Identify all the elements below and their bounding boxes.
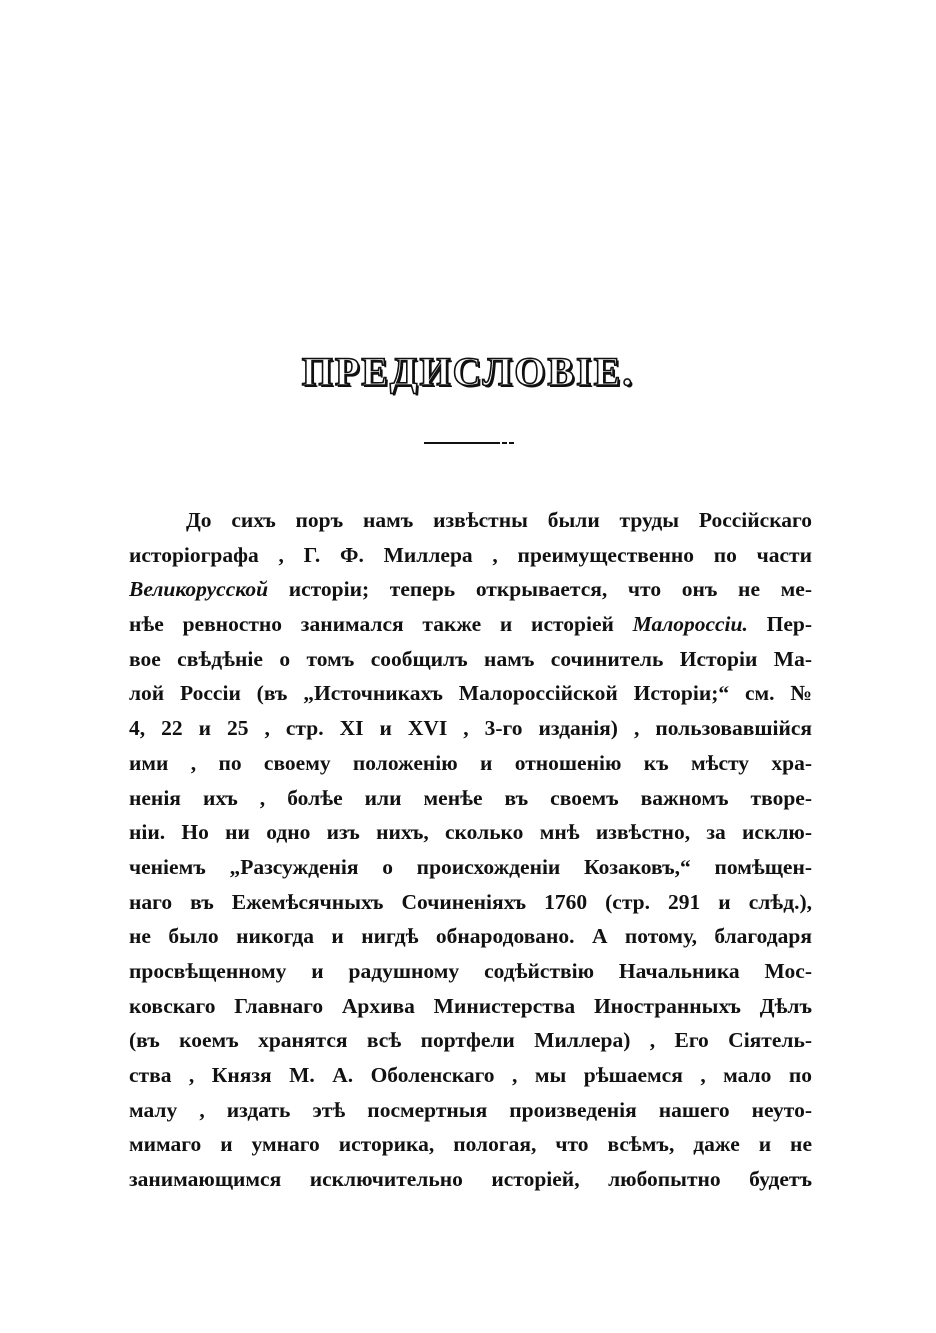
text-segment: 4, 22 и 25 , стр. XI и XVI , 3-го изданія) , пользовавшійся bbox=[129, 716, 812, 741]
text-segment: ніи. Но ни одно изъ нихъ, сколько мнѣ извѣстно, за исклю- bbox=[129, 820, 812, 845]
text-segment: наго въ Ежемѣсячныхъ Сочиненіяхъ 1760 (стр. 291 и слѣд.), bbox=[129, 889, 812, 914]
text-line bbox=[129, 711, 812, 746]
italic-text: Великорусской bbox=[129, 577, 269, 602]
title-divider bbox=[424, 442, 500, 444]
text-segment: занимающимся исключительно исторіей, любопытно будетъ bbox=[129, 1167, 812, 1192]
text-line bbox=[129, 503, 812, 538]
text-line bbox=[129, 989, 812, 1024]
text-line bbox=[129, 642, 812, 677]
text-segment: ненія ихъ , болѣе или менѣе въ своемъ важномъ творе- bbox=[129, 785, 812, 810]
text-segment: не было никогда и нигдѣ обнародовано. А потому, благодаря bbox=[129, 924, 812, 949]
text-segment: ими , по своему положенію и отношенію къ мѣсту хра- bbox=[129, 750, 812, 775]
italic-text: Малороссіи. bbox=[632, 612, 748, 637]
text-line bbox=[129, 1127, 812, 1162]
text-line bbox=[129, 746, 812, 781]
title-divider-tail bbox=[502, 442, 516, 444]
text-line bbox=[129, 1162, 812, 1197]
body-paragraph bbox=[129, 503, 812, 1197]
text-segment: мимаго и умнаго историка, пологая, что всѣмъ, даже и не bbox=[129, 1132, 812, 1157]
text-line bbox=[129, 1058, 812, 1093]
text-line bbox=[129, 538, 812, 573]
page-title: ПРЕДИСЛОВІЕ. bbox=[301, 349, 635, 394]
text-line bbox=[129, 815, 812, 850]
text-line bbox=[129, 572, 812, 607]
text-segment: нѣе ревностно занимался также и исторіей bbox=[129, 612, 633, 637]
text-segment: Пер- bbox=[747, 612, 812, 637]
text-line bbox=[129, 1023, 812, 1058]
text-segment: просвѣщенному и радушному содѣйствію Начальника Мос- bbox=[129, 958, 812, 983]
text-line bbox=[129, 676, 812, 711]
text-segment: исторіографа , Г. Ф. Миллера , преимущественно по части bbox=[129, 542, 812, 567]
text-line bbox=[129, 1093, 812, 1128]
text-line bbox=[129, 607, 812, 642]
text-segment: (въ коемъ хранятся всѣ портфели Миллера) , Его Сіятель- bbox=[129, 1028, 812, 1053]
text-segment: ковскаго Главнаго Архива Министерства Иностранныхъ Дѣлъ bbox=[129, 993, 812, 1018]
text-line bbox=[129, 954, 812, 989]
text-line bbox=[129, 885, 812, 920]
text-line bbox=[129, 781, 812, 816]
text-segment: вое свѣдѣніе о томъ сообщилъ намъ сочинитель Исторіи Ма- bbox=[129, 646, 812, 671]
text-line bbox=[129, 850, 812, 885]
text-segment: лой Россіи (въ „Источникахъ Малороссійской Исторіи;“ см. № bbox=[129, 681, 812, 706]
text-segment: исторіи; теперь открывается, что онъ не ме- bbox=[268, 577, 812, 602]
text-segment: малу , издать этѣ посмертныя произведенія нашего неуто- bbox=[129, 1097, 812, 1122]
text-line bbox=[129, 919, 812, 954]
text-segment: ства , Князя М. А. Оболенскаго , мы рѣшаемся , мало по bbox=[129, 1063, 812, 1087]
text-segment: До сихъ поръ намъ извѣстны были труды Россійскаго bbox=[186, 508, 812, 532]
text-segment: ченіемъ „Разсужденія о происхожденіи Козаковъ,“ помѣщен- bbox=[129, 854, 812, 879]
